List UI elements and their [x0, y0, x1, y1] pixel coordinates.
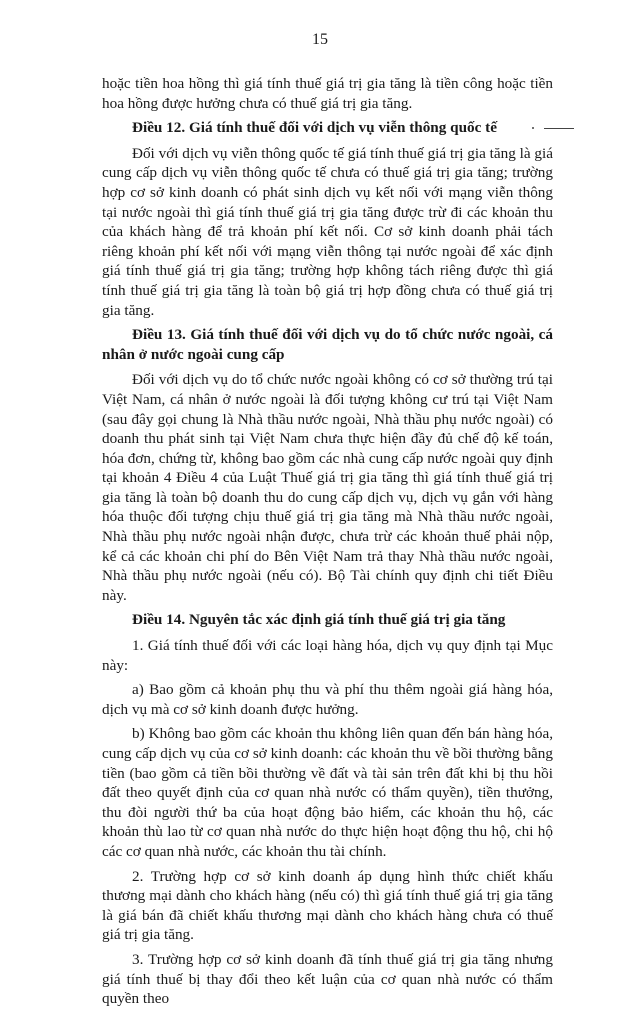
- article-13-paragraph: Đối với dịch vụ do tổ chức nước ngoài không có cơ sở thường trú tại Việt Nam, cá nhân ở nước ngoài là đối tượng không cư trú tại Việt Nam (sau đây gọi chung là Nhà thầu nước ngoài, Nhà thầu phụ nước ngoài) có doanh thu phát sinh tại Việt Nam chưa thực hiện đầy đủ chế độ kế toán, hóa đơn, chứng từ, không bao gồm các nhà cung cấp nước ngoài quy định tại khoản 4 Điều 4 của Luật Thuế giá trị gia tăng thì giá tính thuế giá trị gia tăng là toàn bộ doanh thu do cung cấp dịch vụ, dịch vụ gắn với hàng hóa thuộc đối tượng chịu thuế giá trị gia tăng mà Nhà thầu nước ngoài, Nhà thầu phụ nước ngoài nhận được, chưa trừ các khoản thuế phải nộp, kể cả các khoản chi phí do Bên Việt Nam trả thay Nhà thầu nước ngoài, Nhà thầu phụ nước ngoài (nếu có). Bộ Tài chính quy định chi tiết Điều này.: [102, 371, 553, 604]
- article-14-clause-2: 2. Trường hợp cơ sở kinh doanh áp dụng hình thức chiết khấu thương mại dành cho khách hàng (nếu có) thì giá tính thuế giá trị gia tăng là giá bán đã chiết khấu thương mại dành cho khách hàng chưa có thuế giá trị gia tăng.: [102, 867, 553, 944]
- article-14-clause-3: 3. Trường hợp cơ sở kinh doanh đã tính thuế giá trị gia tăng nhưng giá tính thuế bị thay đổi theo kết luận của cơ quan nhà nước có thẩm quyền theo: [102, 950, 553, 1008]
- document-body: [102, 74, 553, 1014]
- article-12-heading: Điều 12. Giá tính thuế đối với dịch vụ viễn thông quốc tế: [132, 119, 497, 137]
- intro-paragraph: hoặc tiền hoa hồng thì giá tính thuế giá trị gia tăng là tiền công hoặc tiền hoa hồng được hưởng chưa có thuế giá trị gia tăng.: [102, 75, 553, 112]
- article-14-clause-1a: a) Bao gồm cả khoản phụ thu và phí thu thêm ngoài giá hàng hóa, dịch vụ mà cơ sở kinh doanh được hưởng.: [102, 681, 553, 718]
- article-14-heading: Điều 14. Nguyên tắc xác định giá tính thuế giá trị gia tăng: [132, 611, 506, 629]
- article-14-clause-1b: b) Không bao gồm các khoản thu không liên quan đến bán hàng hóa, cung cấp dịch vụ của cơ sở kinh doanh: các khoản thu về bồi thường bằng tiền (bao gồm cả tiền bồi thường về đất và tài sản trên đất khi bị thu hồi đất theo quyết định của cơ quan nhà nước có thẩm quyền), tiền thưởng, thu đòi người thứ ba của hoạt động bảo hiểm, các khoản thu hộ, các khoản thù lao từ cơ quan nhà nước do thực hiện hoạt động thu hộ, chi hộ các cơ quan nhà nước, các khoản thu tài chính.: [102, 725, 553, 860]
- article-13-heading: Điều 13. Giá tính thuế đối với dịch vụ do tổ chức nước ngoài, cá nhân ở nước ngoài cung cấp: [102, 326, 553, 363]
- article-12-paragraph: Đối với dịch vụ viễn thông quốc tế giá tính thuế giá trị gia tăng là giá cung cấp dịch vụ viễn thông quốc tế chưa có thuế giá trị gia tăng; trường hợp cơ sở kinh doanh có phát sinh dịch vụ kết nối với mạng viễn thông tại nước ngoài thì giá tính thuế giá trị gia tăng được trừ đi các khoản thu của khách hàng để trả khoản phí kết nối. Cơ sở kinh doanh phải tách riêng khoản phí kết nối với mạng viễn thông tại nước ngoài để xác định giá tính thuế giá trị gia tăng; trường hợp không tách riêng được thì giá tính thuế giá trị gia tăng là toàn bộ giá trị hợp đồng chưa có thuế giá trị gia tăng.: [102, 144, 553, 319]
- page-number: 15: [312, 31, 328, 48]
- article-14-clause-1: 1. Giá tính thuế đối với các loại hàng hóa, dịch vụ quy định tại Mục này:: [102, 637, 553, 674]
